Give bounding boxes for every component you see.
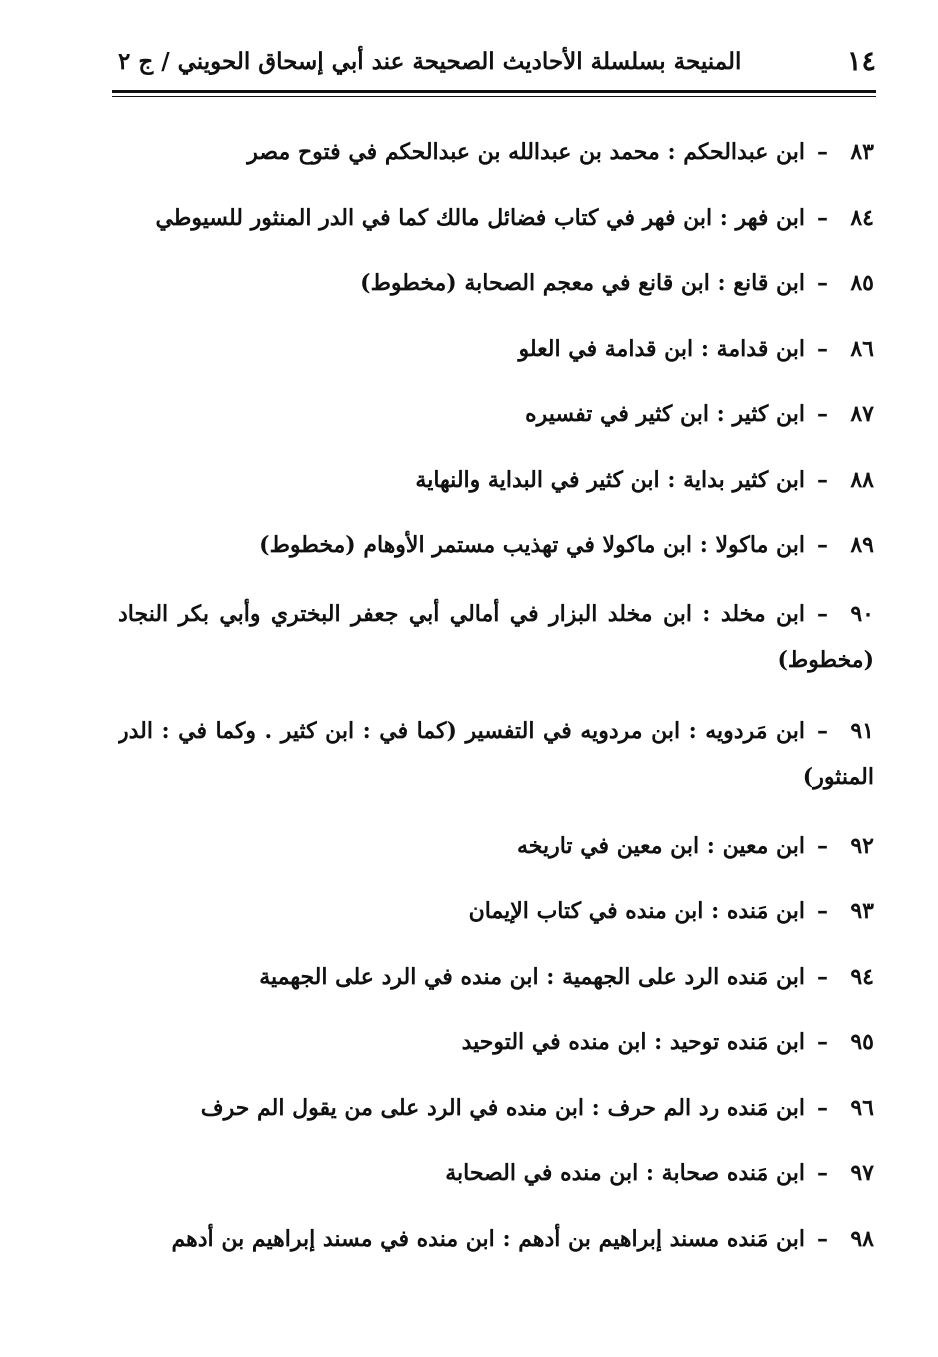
entry-text: ابن مَنده رد الم حرف : ابن منده في الرد على من يقول الم حرف (200, 1094, 805, 1121)
entry-text: ابن مَنده : ابن منده في كتاب الإيمان (468, 898, 805, 924)
list-item: ٩١–ابن مَردويه : ابن مردويه في التفسير (كما في : ابن كثير . وكما في : الدر المنثور) (118, 708, 874, 800)
list-item: ٨٧–ابن كثير : ابن كثير في تفسيره (118, 394, 874, 434)
page-number: ١٤ (846, 46, 876, 77)
entry-number: ٩٤ (850, 963, 874, 990)
list-item: ٩٤–ابن مَنده الرد على الجهمية : ابن منده في الرد على الجهمية (118, 957, 874, 997)
entry-text: ابن مَنده توحيد : ابن منده في التوحيد (461, 1029, 805, 1055)
entry-number: ٩٧ (850, 1160, 874, 1186)
entry-text: ابن مَنده صحابة : ابن منده في الصحابة (445, 1160, 805, 1186)
entry-text: ابن مَردويه : ابن مردويه في التفسير (كما في : ابن كثير . وكما في : الدر المنثور) (118, 718, 874, 790)
entry-number: ٨٤ (850, 204, 874, 231)
entry-number: ٩٠ (850, 600, 874, 627)
entry-text: ابن عبدالحكم : محمد بن عبدالله بن عبدالحكم في فتوح مصر (247, 139, 805, 165)
entry-number: ٨٦ (850, 335, 874, 362)
entry-number: ٩٢ (850, 832, 874, 859)
header-rule-thick (112, 90, 876, 93)
entry-text: ابن مَنده مسند إبراهيم بن أدهم : ابن منده في مسند إبراهيم بن أدهم (171, 1225, 805, 1252)
entry-text: ابن قدامة : ابن قدامة في العلو (518, 335, 805, 362)
entry-text: ابن كثير : ابن كثير في تفسيره (525, 401, 805, 427)
list-item: ٩٨–ابن مَنده مسند إبراهيم بن أدهم : ابن منده في مسند إبراهيم بن أدهم (118, 1219, 874, 1259)
entry-number: ٨٣ (850, 139, 874, 165)
entry-text: ابن فهر : ابن فهر في كتاب فضائل مالك كما في الدر المنثور للسيوطي (155, 204, 805, 231)
list-item: ٩٦–ابن مَنده رد الم حرف : ابن منده في الرد على من يقول الم حرف (118, 1088, 874, 1128)
entry-number: ٨٩ (850, 532, 874, 558)
entry-number: ٨٧ (850, 401, 874, 427)
list-item: ٨٥–ابن قانع : ابن قانع في معجم الصحابة (مخطوط) (118, 263, 874, 303)
list-item: ٩٢–ابن معين : ابن معين في تاريخه (118, 826, 874, 866)
abbreviation-list (118, 132, 874, 1284)
entry-text: ابن مخلد : ابن مخلد البزار في أمالي أبي جعفر البختري وأبي بكر النجاد (مخطوط) (118, 600, 874, 673)
list-item: ٩٠–ابن مخلد : ابن مخلد البزار في أمالي أبي جعفر البختري وأبي بكر النجاد (مخطوط) (118, 591, 874, 683)
list-item: ٨٨–ابن كثير بداية : ابن كثير في البداية والنهاية (118, 460, 874, 500)
list-item: ٨٣–ابن عبدالحكم : محمد بن عبدالله بن عبدالحكم في فتوح مصر (118, 132, 874, 172)
list-item: ٨٩–ابن ماكولا : ابن ماكولا في تهذيب مستمر الأوهام (مخطوط) (118, 525, 874, 565)
entry-number: ٨٥ (850, 270, 874, 296)
entry-text: ابن قانع : ابن قانع في معجم الصحابة (مخطوط) (360, 270, 805, 296)
list-item: ٩٣–ابن مَنده : ابن منده في كتاب الإيمان (118, 891, 874, 931)
entry-number: ٨٨ (850, 466, 874, 493)
entry-number: ٩١ (850, 718, 874, 744)
page-header (118, 44, 876, 84)
entry-number: ٩٨ (850, 1225, 874, 1252)
list-item: ٩٥–ابن مَنده توحيد : ابن منده في التوحيد (118, 1022, 874, 1062)
list-item: ٩٧–ابن مَنده صحابة : ابن منده في الصحابة (118, 1153, 874, 1193)
entry-text: ابن ماكولا : ابن ماكولا في تهذيب مستمر الأوهام (مخطوط) (259, 532, 805, 558)
entry-number: ٩٦ (850, 1094, 874, 1121)
list-item: ٨٦–ابن قدامة : ابن قدامة في العلو (118, 329, 874, 369)
entry-text: ابن معين : ابن معين في تاريخه (516, 832, 805, 859)
list-item: ٨٤–ابن فهر : ابن فهر في كتاب فضائل مالك كما في الدر المنثور للسيوطي (118, 198, 874, 238)
running-title: المنيحة بسلسلة الأحاديث الصحيحة عند أبي إسحاق الحويني / ج ٢ (118, 48, 742, 75)
header-rule-thin (112, 96, 876, 97)
entry-text: ابن مَنده الرد على الجهمية : ابن منده في الرد على الجهمية (259, 963, 805, 990)
entry-text: ابن كثير بداية : ابن كثير في البداية والنهاية (415, 466, 805, 493)
entry-number: ٩٣ (850, 898, 874, 924)
entry-number: ٩٥ (850, 1029, 874, 1055)
